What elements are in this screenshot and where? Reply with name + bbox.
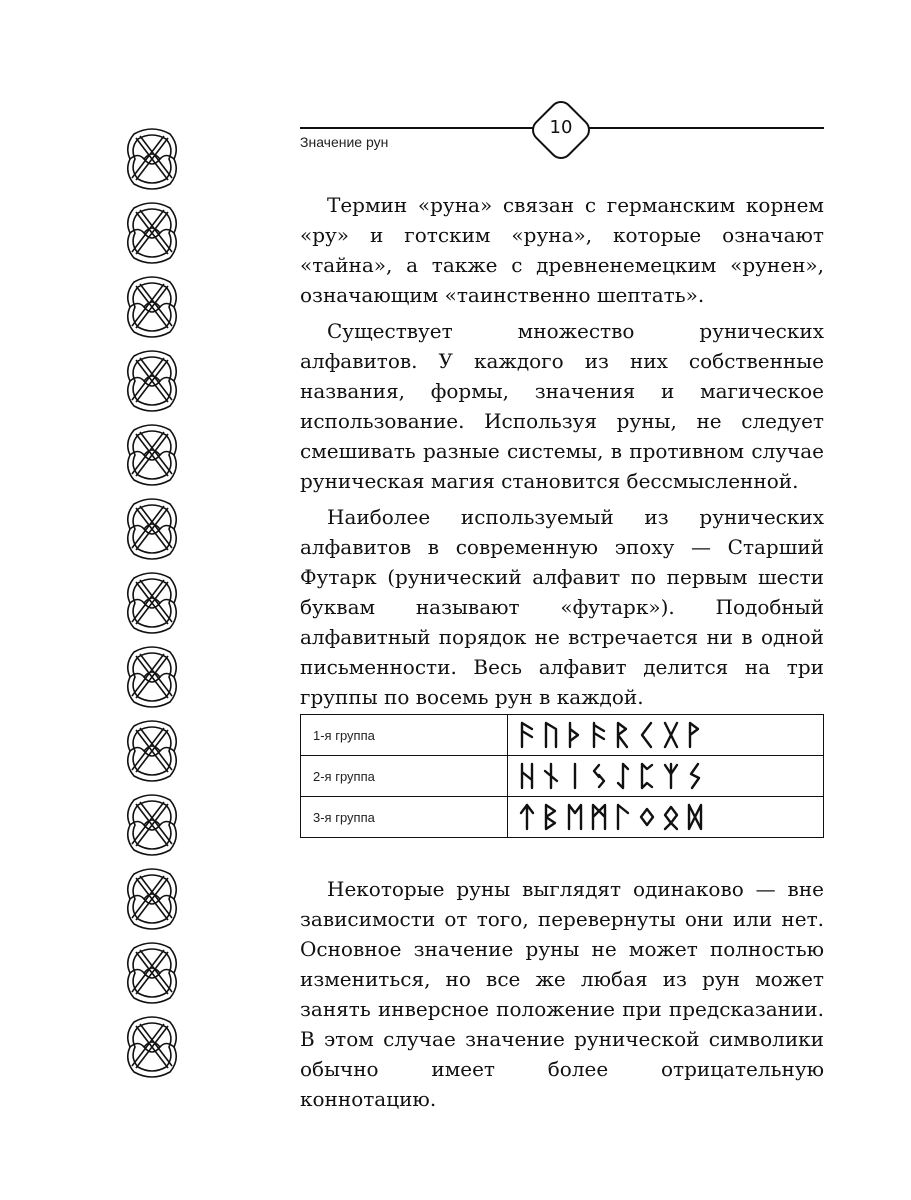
rune-thurisaz-icon	[570, 723, 578, 747]
celtic-knot-icon	[124, 200, 180, 266]
celtic-knot-icon	[124, 718, 180, 784]
rune-raidho-icon	[618, 723, 627, 747]
rune-fehu-icon	[522, 723, 532, 747]
rune-sequence	[508, 715, 824, 756]
celtic-knot-icon	[124, 792, 180, 858]
running-title: Значение рун	[300, 134, 389, 150]
rune-naudhiz-icon	[545, 764, 557, 788]
rune-dagaz-icon	[689, 805, 701, 829]
rune-othala-icon	[665, 807, 677, 829]
group-label: 2-я группа	[301, 756, 508, 797]
rune-algiz-icon	[665, 764, 677, 788]
table-row	[301, 797, 824, 838]
paragraph-1: Термин «руна» связан с германским корнем «ру» и готским «руна», которые означают «тайна», а также с древненемецким «рунен», означающим «таинственно шептать».	[300, 193, 824, 307]
table-row	[301, 756, 824, 797]
rune-mannaz-icon	[593, 805, 605, 829]
rune-hagalaz-icon	[522, 764, 532, 788]
body-text-bottom	[300, 874, 824, 1120]
rune-ansuz-icon	[594, 723, 604, 747]
rune-wunjo-icon	[690, 723, 698, 747]
table-row	[301, 715, 824, 756]
celtic-knot-border	[124, 126, 180, 1086]
celtic-knot-icon	[124, 126, 180, 192]
rune-ehwaz-icon	[569, 805, 581, 829]
paragraph-4: Некоторые руны выглядят одинаково — вне зависимости от того, перевернуты они или нет. Основное значение руны не может полностью измениться, но все же любая из рун может занять инверсное положение при предсказании. В этом случае значение рунической символики обычно имеет более отрицательную коннотацию.	[300, 877, 824, 1111]
celtic-knot-icon	[124, 1014, 180, 1080]
rune-groups-table	[300, 714, 824, 838]
rune-jera-icon	[594, 765, 604, 787]
celtic-knot-icon	[124, 940, 180, 1006]
paragraph-2: Существует множество рунических алфавитов. У каждого из них собственные названия, формы, значения и магическое использование. Используя руны, не следует смешивать разные системы, в противном случае руническая магия становится бессмысленной.	[300, 319, 824, 493]
rune-laguz-icon	[618, 805, 628, 829]
rune-ingwaz-icon	[641, 809, 653, 825]
celtic-knot-icon	[124, 496, 180, 562]
celtic-knot-icon	[124, 644, 180, 710]
celtic-knot-icon	[124, 274, 180, 340]
page-number: 10	[549, 117, 573, 138]
rune-sequence	[508, 756, 824, 797]
group-label: 3-я группа	[301, 797, 508, 838]
celtic-knot-icon	[124, 422, 180, 488]
rune-eihwaz-icon	[618, 764, 628, 788]
rune-sowilo-icon	[691, 764, 699, 788]
rune-uruz-icon	[546, 723, 556, 747]
rune-berkano-icon	[546, 805, 555, 829]
group-label: 1-я группа	[301, 715, 508, 756]
celtic-knot-icon	[124, 348, 180, 414]
rune-perthro-icon	[642, 764, 652, 788]
paragraph-3: Наиболее используемый из рунических алфавитов в современную эпоху — Старший Футарк (рунический алфавит по первым шести буквам называют «футарк»). Подобный алфавитный порядок не встречается ни в одной письменности. Весь алфавит делится на три группы по восемь рун в каждой.	[300, 505, 824, 709]
rune-kenaz-icon	[642, 723, 651, 747]
rune-tiwaz-icon	[521, 805, 533, 829]
celtic-knot-icon	[124, 866, 180, 932]
body-text-top	[300, 190, 824, 718]
rune-sequence	[508, 797, 824, 838]
celtic-knot-icon	[124, 570, 180, 636]
rune-gebo-icon	[665, 723, 677, 747]
